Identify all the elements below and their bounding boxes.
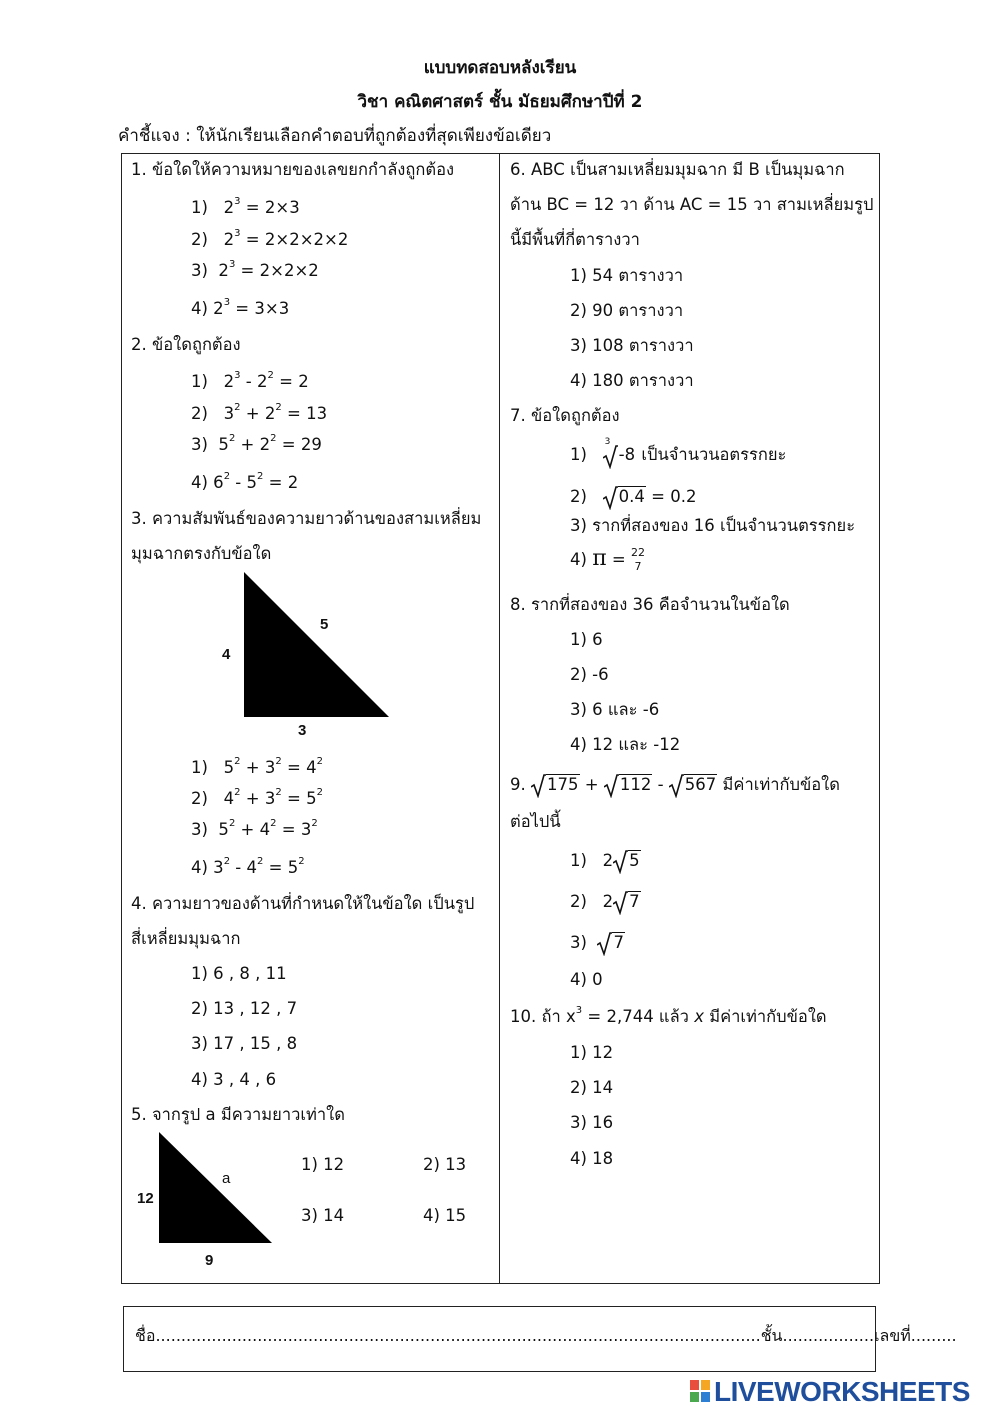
question-3-line-2: มุมฉากตรงกับข้อใด <box>131 544 272 563</box>
liveworksheets-logo[interactable]: LIVEWORKSHEETS <box>714 1376 970 1407</box>
question-6-line-1: 6. ABC เป็นสามเหลี่ยมมุมฉาก มี B เป็นมุมฉาก <box>510 160 845 179</box>
instructions: คำชี้แจง : ให้นักเรียนเลือกคำตอบที่ถูกต้องที่สุดเพียงข้อเดียว <box>118 126 552 146</box>
q1-option-2[interactable]: 2) $2^3 = 2\times 2\times 2\times 2$ <box>191 228 349 249</box>
student-info-line[interactable]: ชื่อ.......................................................................................................................ชั้น..................เลขที่......... <box>135 1326 957 1345</box>
cube-root-symbol: 3 -8 <box>603 445 636 464</box>
q6-option-4[interactable]: 4) 180 ตารางวา <box>570 371 694 390</box>
q8-option-4[interactable]: 4) 12 และ -12 <box>570 735 681 754</box>
worksheet-title: แบบทดสอบหลังเรียน <box>423 58 577 78</box>
column-divider <box>499 153 500 1283</box>
square-root-symbol: 7 <box>613 891 641 911</box>
q10-option-2[interactable]: 2) 14 <box>570 1078 614 1097</box>
q3-option-2[interactable]: 2) $4^2 + 3^2 = 5^2$ <box>191 787 323 808</box>
right-triangle-figure-q3 <box>243 571 393 719</box>
q9-option-2[interactable]: 2) 2 7 <box>570 892 640 911</box>
q9-option-3[interactable]: 3) 7 <box>570 933 624 952</box>
q8-option-1[interactable]: 1) 6 <box>570 630 603 649</box>
liveworksheets-logo-icon <box>690 1380 710 1402</box>
q8-option-2[interactable]: 2) -6 <box>570 665 609 684</box>
q5-option-2[interactable]: 2) 13 <box>423 1155 467 1174</box>
q1-option-4[interactable]: 4) $2^3 = 3\times 3$ <box>191 297 290 318</box>
q2-option-3[interactable]: 3) $5^2 + 2^2 = 29$ <box>191 433 322 454</box>
q9-option-4[interactable]: 4) 0 <box>570 970 603 989</box>
question-10: 10. ถ้า $x^3 = 2,744$ แล้ว x มีค่าเท่ากับข้อใด <box>510 1005 827 1026</box>
q3-side-label-left: 4 <box>222 646 231 663</box>
q3-side-label-hypotenuse: 5 <box>320 616 329 633</box>
q10-option-3[interactable]: 3) 16 <box>570 1113 614 1132</box>
square-root-symbol: 175 <box>531 774 580 794</box>
q1-option-3[interactable]: 3) $2^3 = 2\times 2\times 2$ <box>191 259 319 280</box>
square-root-symbol: 5 <box>613 850 641 870</box>
q2-option-2[interactable]: 2) $3^2 + 2^2 = 13$ <box>191 402 328 423</box>
square-root-symbol: 0.4 <box>603 486 646 506</box>
pi-symbol: π <box>592 545 607 571</box>
q5-side-label-bottom: 9 <box>205 1252 214 1269</box>
q7-option-4[interactable]: 4) π = 22 7 <box>570 545 645 574</box>
q6-option-1[interactable]: 1) 54 ตารางวา <box>570 266 684 285</box>
question-5: 5. จากรูป a มีความยาวเท่าใด <box>131 1105 345 1124</box>
q7-option-3[interactable]: 3) รากที่สองของ 16 เป็นจำนวนตรรกยะ <box>570 516 856 535</box>
q5-option-1[interactable]: 1) 12 <box>301 1155 345 1174</box>
worksheet-subtitle: วิชา คณิตศาสตร์ ชั้น มัธยมศึกษาปีที่ 2 <box>357 92 643 112</box>
q3-option-3[interactable]: 3) $5^2 + 4^2 = 3^2$ <box>191 818 318 839</box>
q7-option-2[interactable]: 2) 0.4 = 0.2 <box>570 487 697 506</box>
question-7: 7. ข้อใดถูกต้อง <box>510 406 620 425</box>
question-6-line-2: ด้าน BC = 12 วา ด้าน AC = 15 วา สามเหลี่ยมรูป <box>510 195 874 214</box>
q6-option-2[interactable]: 2) 90 ตารางวา <box>570 301 684 320</box>
q1-option-1[interactable]: 1) $2^3 = 2\times 3$ <box>191 196 300 217</box>
q4-option-1[interactable]: 1) 6 , 8 , 11 <box>191 964 287 983</box>
q5-option-3[interactable]: 3) 14 <box>301 1206 345 1225</box>
right-triangle-figure-q5 <box>158 1131 276 1246</box>
question-2: 2. ข้อใดถูกต้อง <box>131 335 241 354</box>
square-root-symbol: 7 <box>597 932 625 952</box>
q4-option-4[interactable]: 4) 3 , 4 , 6 <box>191 1070 277 1089</box>
q2-option-4[interactable]: 4) $6^2 - 5^2 = 2$ <box>191 471 299 492</box>
q3-side-label-bottom: 3 <box>298 722 307 739</box>
question-9-line-1: 9. 175 + 112 - 567 มีค่าเท่ากับข้อใด <box>510 775 840 794</box>
q8-option-3[interactable]: 3) 6 และ -6 <box>570 700 660 719</box>
q3-option-4[interactable]: 4) $3^2 - 4^2 = 5^2$ <box>191 856 305 877</box>
q2-option-1[interactable]: 1) $2^3 - 2^2 = 2$ <box>191 370 309 391</box>
q3-option-1[interactable]: 1) $5^2 + 3^2 = 4^2$ <box>191 756 323 777</box>
question-6-line-3: นี้มีพื้นที่กี่ตารางวา <box>510 230 640 249</box>
q10-option-4[interactable]: 4) 18 <box>570 1149 614 1168</box>
question-1: 1. ข้อใดให้ความหมายของเลขยกกำลังถูกต้อง <box>131 160 455 179</box>
question-9-line-2: ต่อไปนี้ <box>510 812 561 831</box>
q10-option-1[interactable]: 1) 12 <box>570 1043 614 1062</box>
square-root-symbol: 112 <box>604 774 653 794</box>
fraction: 22 7 <box>630 546 645 574</box>
q4-option-2[interactable]: 2) 13 , 12 , 7 <box>191 999 298 1018</box>
q7-option-1[interactable]: 1) 3 -8 เป็นจำนวนอตรรกยะ <box>570 445 786 464</box>
square-root-symbol: 567 <box>669 774 718 794</box>
q4-option-3[interactable]: 3) 17 , 15 , 8 <box>191 1034 298 1053</box>
q6-option-3[interactable]: 3) 108 ตารางวา <box>570 336 694 355</box>
q5-side-label-left: 12 <box>137 1190 154 1207</box>
question-3-line-1: 3. ความสัมพันธ์ของความยาวด้านของสามเหลี่ยม <box>131 509 482 528</box>
q5-option-4[interactable]: 4) 15 <box>423 1206 467 1225</box>
q5-side-label-hypotenuse: a <box>222 1170 231 1187</box>
question-4-line-2: สี่เหลี่ยมมุมฉาก <box>131 929 241 948</box>
q9-option-1[interactable]: 1) 2 5 <box>570 851 640 870</box>
question-8: 8. รากที่สองของ 36 คือจำนวนในข้อใด <box>510 595 790 614</box>
question-4-line-1: 4. ความยาวของด้านที่กำหนดให้ในข้อใด เป็นรูป <box>131 894 475 913</box>
